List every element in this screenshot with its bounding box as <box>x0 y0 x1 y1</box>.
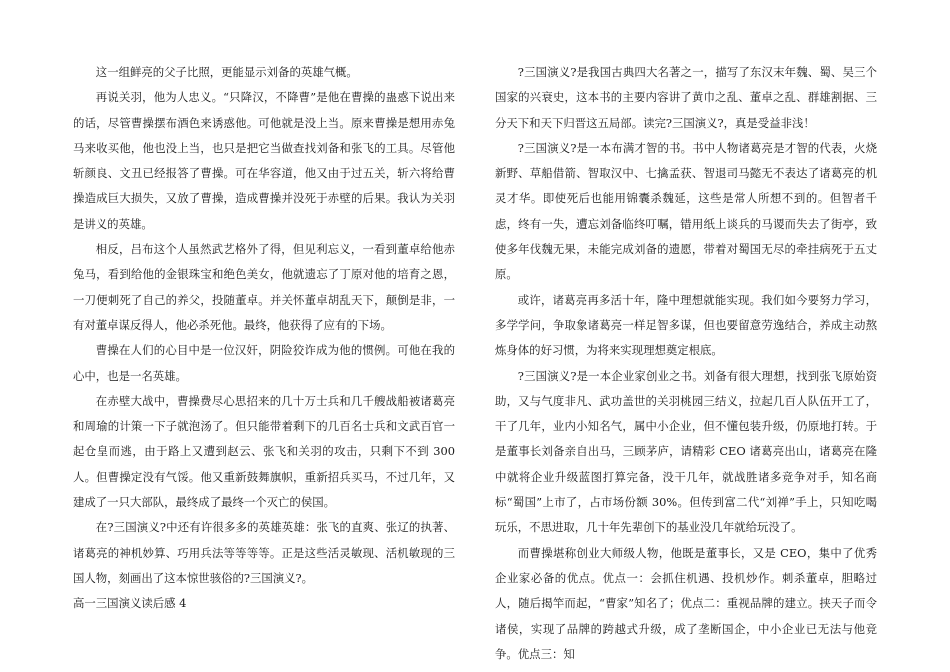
left-column <box>73 60 455 617</box>
paragraph: 在赤壁大战中，曹操费尽心思招来的几十万士兵和几千艘战船被诸葛亮和周瑜的计策一下子就泡汤了。但只能带着剩下的几百名士兵和文武百官一起仓皇而逃，由于路上又遭到赵云、张飞和关羽的攻击，只剩下不到 300 人。但曹操定没有气馁。他又重新鼓舞旗帜，重新招兵买马，不过几年，又建成了一只大部队，最终成了最终一个灭亡的侯国。 <box>73 393 455 510</box>
paragraph: 曹操在人们的心目中是一位汉奸，阴险狡诈成为他的惯例。可他在我的心中，也是一名英雄。 <box>73 343 455 383</box>
paragraph: ?三国演义?是一本布满才智的书。书中人物诸葛亮是才智的代表，火烧新野、草船借箭、智取汉中、七擒孟获、智退司马懿无不表达了诸葛亮的机灵才华。即使死后也能用锦囊杀魏延，这些是常人所想不到的。但智者千虑，终有一失，遭忘刘备临终叮嘱，错用纸上谈兵的马谡而失去了街亭，致使多年伐魏无果，未能完成刘备的遗愿，带着对蜀国无尽的牵挂病死于五丈原。 <box>495 140 877 282</box>
paragraph: 或许，诸葛亮再多活十年，隆中理想就能实现。我们如今要努力学习，多学学问，争取象诸葛亮一样足智多谋，但也要留意劳逸结合，养成主动熬炼身体的好习惯，为将来实现理想奠定根底。 <box>495 292 877 358</box>
section-heading: 高一三国演义读后感 4 <box>73 596 187 611</box>
paragraph: 再说关羽，他为人忠义。“只降汉，不降曹”是他在曹操的蛊惑下说出来的话，尽管曹操摆布酒色来诱惑他。可他就是没上当。原来曹操是想用赤兔马来收买他，他也没上当，也只是把它当做查找刘备和张飞的工具。尽管他斩颜良、文丑已经报答了曹操。可在华容道，他又由于过五关，斩六将给曹操造成巨大损失，又放了曹操，造成曹操并没死于赤壁的后果。我认为关羽是讲义的英雄。 <box>73 90 455 231</box>
paragraph: 而曹操堪称创业大师级人物，他既是董事长，又是 CEO，集中了优秀企业家必备的优点。优点一：会抓住机遇、投机炒作。刺杀董卓，胆略过人，随后揭竿而起，“曹家”知名了；优点二：重视品牌的建立。挟天子而令诸侯，实现了品牌的跨越式升级，成了垄断国企，中小企业已无法与他竞争。优点三：知 <box>495 545 877 661</box>
paragraph: 相反，吕布这个人虽然武艺格外了得，但见利忘义，一看到董卓给他赤兔马，看到给他的金银珠宝和绝色美女，他就遗忘了丁原对他的培育之恩，一刀便刺死了自己的养父，投随董卓。并关怀董卓胡乱天下，颠倒是非，一有对董卓谋反得人，他必杀死他。最终，他获得了应有的下场。 <box>73 242 455 332</box>
right-column <box>495 60 877 667</box>
paragraph: 这一组鲜亮的父子比照，更能显示刘备的英雄气概。 <box>95 65 358 79</box>
paragraph: ?三国演义?是我国古典四大名著之一，描写了东汉末年魏、蜀、吴三个国家的兴衰史，这本书的主要内容讲了黄巾之乱、董卓之乱、群雄割据、三分天下和天下归晋这五局部。读完?三国演义?，真是受益非浅！ <box>495 65 877 130</box>
paragraph: ?三国演义?是一本企业家创业之书。刘备有很大理想，找到张飞原始资助，又与气度非凡、武功盖世的关羽桃园三结义，拉起几百人队伍开工了，干了几年，业内小知名气，属中小企业，但不懂包装升级，仍原地打转。于是董事长刘备亲自出马，三顾茅庐，请精彩 CEO 诸葛亮出山，诸葛亮在隆中就将企业升级蓝图打算完备，没干几年，就战胜诸多竞争对手，知名商标“蜀国”上市了，占市场份额 30%。但传到富二代“刘禅”手上，只知吃喝玩乐，不思进取，几十年先辈创下的基业没几年就给玩没了。 <box>495 368 877 535</box>
paragraph: 在?三国演义?中还有许很多多的英雄英雄：张飞的直爽、张辽的执著、诸葛亮的神机妙算、巧用兵法等等等等。正是这些活灵敏现、活机敏现的三国人物，刻画出了这本惊世骇俗的?三国演义?。 <box>73 520 455 585</box>
